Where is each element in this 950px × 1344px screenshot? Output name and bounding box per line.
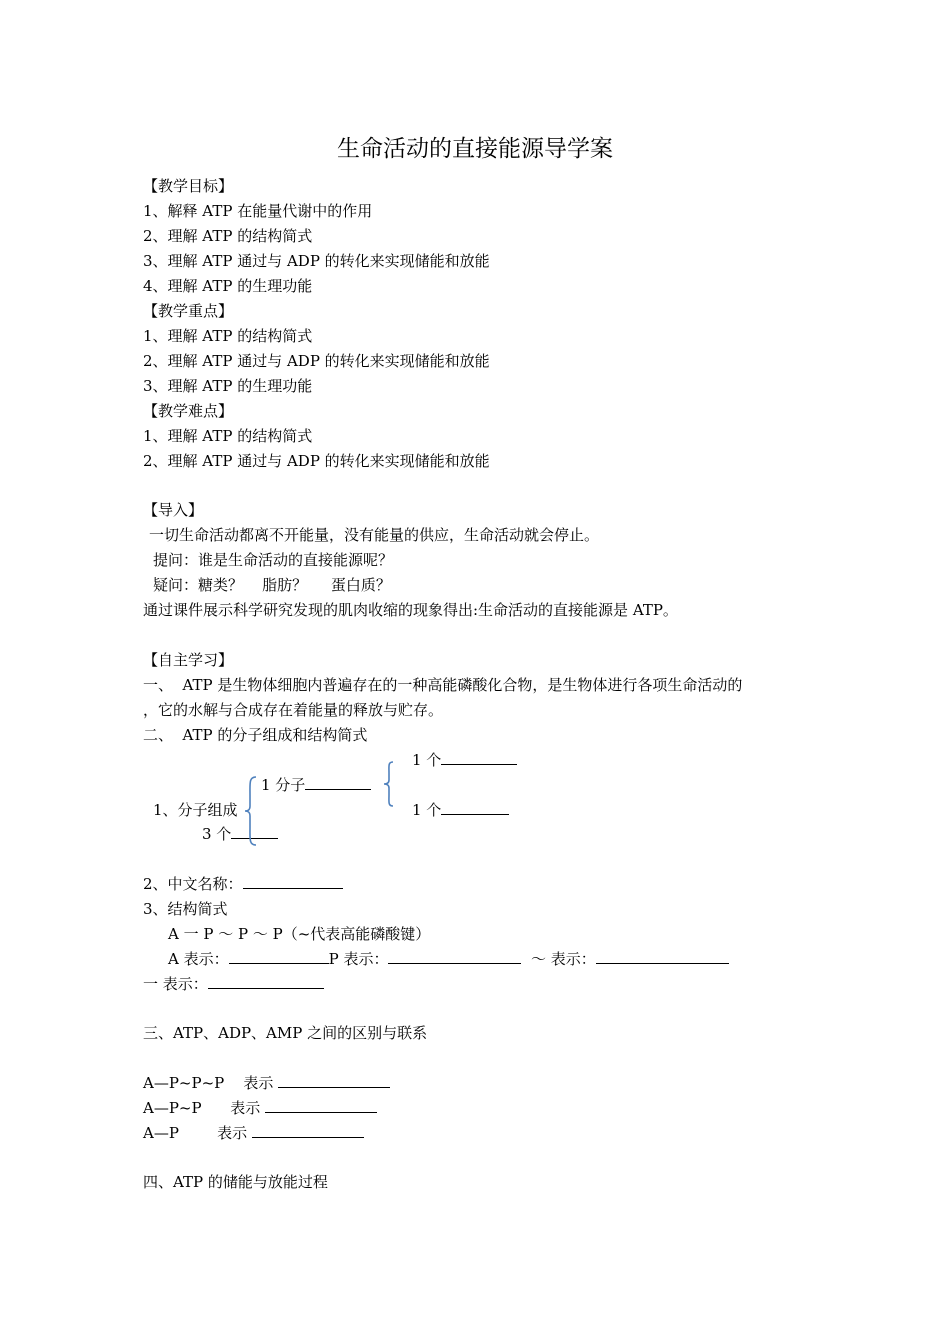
objectives-heading: 【教学目标】 — [143, 177, 234, 195]
sub-item-1: 1 个 — [412, 750, 517, 770]
tilde-means-blank[interactable] — [596, 949, 729, 964]
chinese-name: 2、中文名称： — [143, 874, 343, 894]
structure-meanings: A 表示： P 表示： ～ 表示： — [168, 949, 729, 969]
amp-row: A—P 表示 — [143, 1123, 364, 1143]
self-study-p1-line1: 一、 ATP 是生物体细胞内普遍存在的一种高能磷酸化合物，是生物体进行各项生命活动的 — [143, 676, 743, 694]
key-point-item: 2、理解 ATP 通过与 ADP 的转化来实现储能和放能 — [143, 352, 490, 370]
difficulty-item: 1、理解 ATP 的结构简式 — [143, 427, 313, 445]
atp-blank[interactable] — [278, 1073, 390, 1088]
adp-row: A—P~P 表示 — [143, 1098, 377, 1118]
page-title: 生命活动的直接能源导学案 — [337, 136, 613, 162]
structure-heading: 3、结构简式 — [143, 900, 228, 918]
sub-item-2-blank[interactable] — [441, 800, 509, 815]
atp-row: A—P~P~P 表示 — [143, 1073, 390, 1093]
intro-line: 一切生命活动都离不开能量，没有能量的供应，生命活动就会停止。 — [149, 526, 600, 544]
intro-heading: 【导入】 — [143, 501, 204, 519]
self-study-p2: 二、 ATP 的分子组成和结构简式 — [143, 726, 368, 744]
one-molecule-blank[interactable] — [305, 775, 371, 790]
right-brace-icon — [382, 760, 396, 808]
key-point-item: 1、理解 ATP 的结构简式 — [143, 327, 313, 345]
sub-item-1-blank[interactable] — [441, 750, 517, 765]
one-molecule: 1 分子 — [261, 775, 371, 795]
intro-question: 提问：谁是生命活动的直接能源呢？ — [153, 551, 394, 569]
chinese-name-blank[interactable] — [243, 874, 343, 889]
section3-heading: 三、ATP、ADP、AMP 之间的区别与联系 — [143, 1024, 428, 1042]
a-means-blank[interactable] — [229, 949, 329, 964]
left-brace-icon — [243, 775, 259, 847]
intro-conclusion: 通过课件展示科学研究发现的肌肉收缩的现象得出:生命活动的直接能源是 ATP。 — [143, 601, 678, 619]
objective-item: 4、理解 ATP 的生理功能 — [143, 277, 313, 295]
intro-doubt: 疑问：糖类？ 脂肪？ 蛋白质？ — [153, 576, 391, 594]
sub-item-2: 1 个 — [412, 800, 509, 820]
dash-means-blank[interactable] — [208, 974, 324, 989]
self-study-heading: 【自主学习】 — [143, 651, 234, 669]
objective-item: 3、理解 ATP 通过与 ADP 的转化来实现储能和放能 — [143, 252, 490, 270]
structure-formula: A 一 P ～ P ～ P（~代表高能磷酸键） — [168, 925, 431, 943]
three-items: 3 个 — [202, 824, 278, 844]
p-means-blank[interactable] — [388, 949, 521, 964]
amp-blank[interactable] — [252, 1123, 364, 1138]
key-points-heading: 【教学重点】 — [143, 302, 234, 320]
objective-item: 2、理解 ATP 的结构简式 — [143, 227, 313, 245]
dash-meaning: 一 表示： — [143, 974, 324, 994]
composition-label: 1、分子组成 — [153, 801, 238, 819]
adp-blank[interactable] — [265, 1098, 377, 1113]
key-point-item: 3、理解 ATP 的生理功能 — [143, 377, 313, 395]
section4-heading: 四、ATP 的储能与放能过程 — [143, 1173, 328, 1191]
difficulty-item: 2、理解 ATP 通过与 ADP 的转化来实现储能和放能 — [143, 452, 490, 470]
difficulties-heading: 【教学难点】 — [143, 402, 234, 420]
self-study-p1-line2: ，它的水解与合成存在着能量的释放与贮存。 — [143, 701, 444, 719]
objective-item: 1、解释 ATP 在能量代谢中的作用 — [143, 202, 373, 220]
